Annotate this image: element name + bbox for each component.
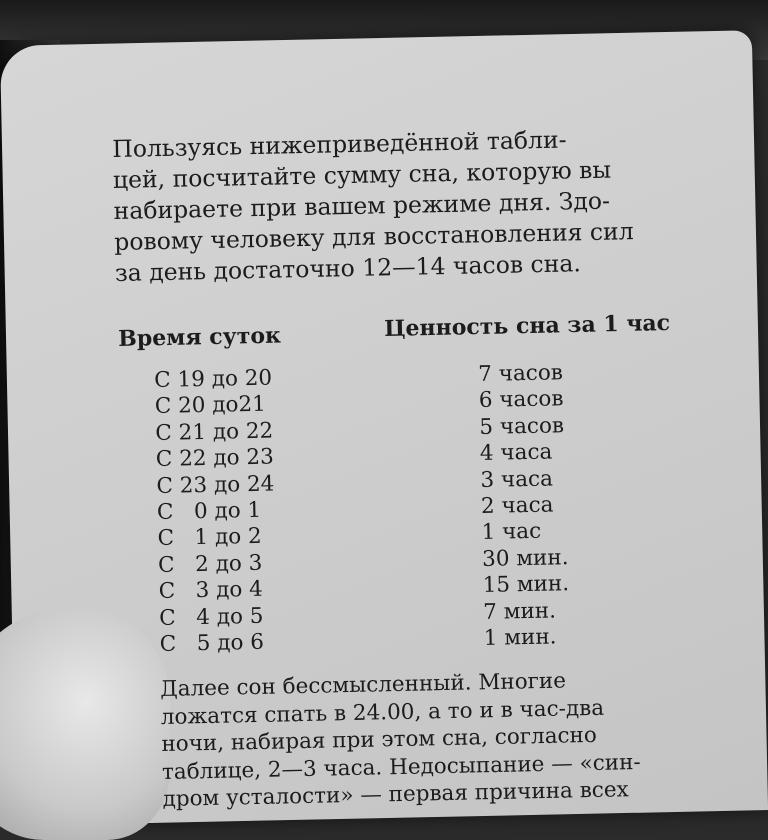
value-column (478, 360, 570, 652)
time-cell: С 22 до 23 (155, 444, 275, 473)
intro-line: набираете при вашем режиме дня. Здо- (113, 186, 611, 225)
outro-line: таблице, 2—3 часа. Недосыпание — «син- (161, 749, 641, 785)
value-cell: 5 часов (479, 413, 565, 440)
time-cell: С 1 до 2 (157, 524, 262, 552)
time-column (154, 366, 278, 659)
value-cell: 30 мин. (481, 544, 569, 572)
time-cell: С 2 до 3 (157, 550, 263, 578)
thumb (0, 610, 170, 840)
intro-line: Пользуясь нижеприведённой табли- (112, 125, 567, 163)
time-cell: С 3 до 4 (158, 577, 264, 605)
intro-line: за день достаточно 12—14 часов сна. (114, 249, 582, 287)
outro-paragraph (160, 665, 693, 814)
value-cell: 1 час (481, 519, 542, 546)
time-cell: С 0 до 1 (156, 497, 262, 525)
header-time: Время суток (118, 322, 282, 352)
header-value: Ценность сна за 1 час (384, 310, 671, 342)
value-cell: 7 часов (478, 360, 564, 387)
time-cell: С 4 до 5 (158, 603, 264, 631)
value-cell: 15 мин. (482, 571, 570, 599)
time-cell: С 23 до 24 (156, 471, 275, 499)
time-cell: С 21 до 22 (155, 418, 274, 446)
value-cell: 1 мин. (483, 624, 557, 651)
time-cell: С 19 до 20 (154, 365, 273, 393)
intro-paragraph (112, 121, 720, 289)
value-cell: 3 часа (480, 466, 554, 493)
time-cell: С 5 до 6 (159, 629, 265, 657)
intro-line: ровому человеку для восстановления сил (113, 217, 634, 256)
outro-line: ночи, набирая при этом сна, согласно (161, 722, 598, 757)
outro-line: дром усталости» — первая причина всех (162, 777, 629, 812)
value-cell: 2 часа (480, 492, 554, 519)
time-cell: С 20 до21 (154, 392, 267, 420)
intro-line: цей, посчитайте сумму сна, которую вы (112, 155, 612, 194)
outro-line: Далее сон бессмысленный. Многие (160, 668, 567, 702)
outro-line: ложатся спать в 24.00, а то и в час-два (160, 695, 605, 730)
value-cell: 6 часов (478, 386, 564, 414)
value-cell: 7 мин. (482, 598, 557, 625)
value-cell: 4 часа (479, 439, 553, 467)
